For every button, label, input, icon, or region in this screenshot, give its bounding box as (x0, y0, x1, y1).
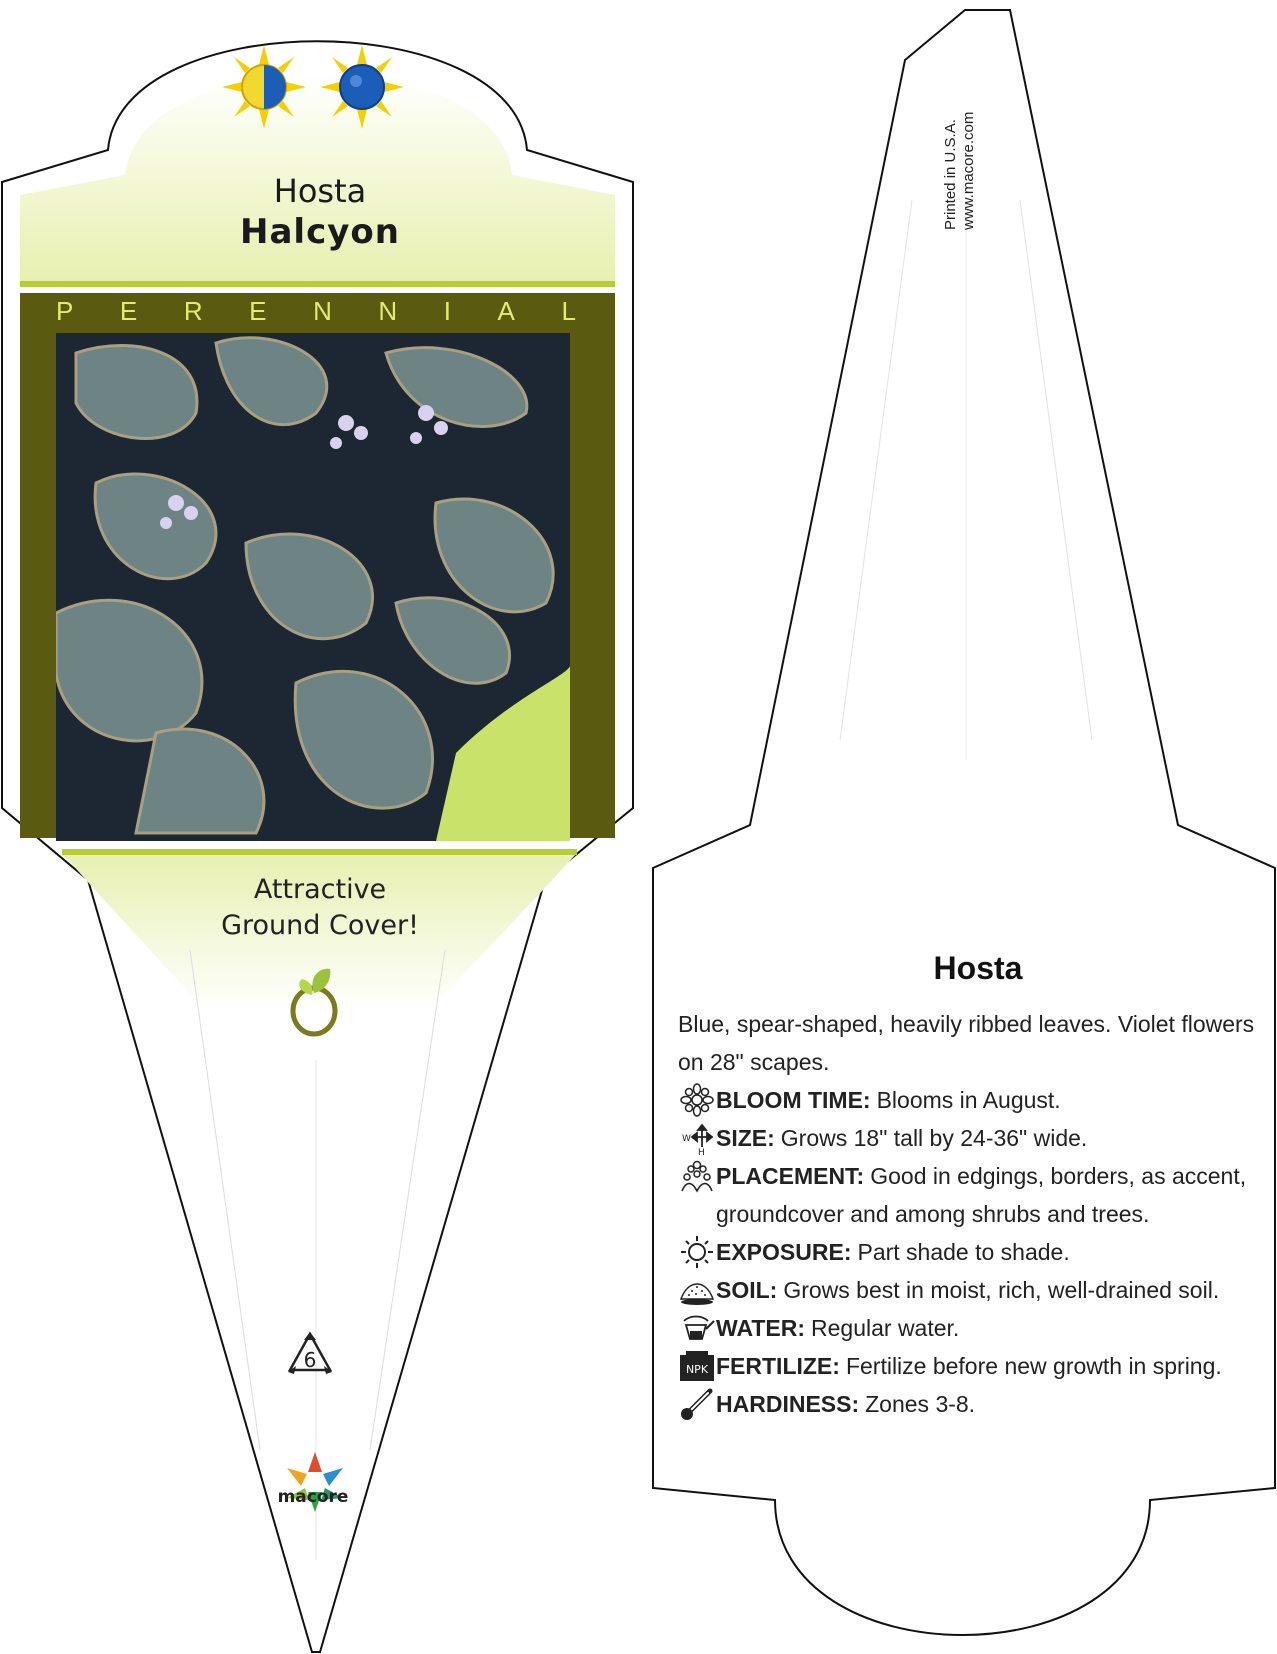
plant-description: Blue, spear-shaped, heavily ribbed leaves. Violet flowers on 28" scapes. (678, 1011, 1255, 1075)
size-arrows-icon (678, 1121, 716, 1155)
hardiness-value: Zones 3-8. (865, 1391, 976, 1417)
tagline-line1: Attractive (253, 874, 387, 905)
category-letter: I (443, 296, 451, 326)
hardiness-label: HARDINESS: (716, 1391, 860, 1417)
exposure-value: Part shade to shade. (857, 1239, 1070, 1265)
tagline-line2: Ground Cover! (221, 910, 419, 941)
water-row (678, 1309, 1258, 1347)
sun-outline-icon (678, 1235, 716, 1269)
plant-info (678, 1005, 1258, 1423)
svg-text:H: H (698, 1148, 705, 1155)
category-letter: P (56, 296, 74, 326)
plant-photo (56, 333, 570, 841)
category-label (56, 296, 576, 327)
thermometer-icon (678, 1387, 716, 1421)
placement-label: PLACEMENT: (716, 1163, 865, 1189)
back-title: Hosta (933, 950, 1023, 986)
bloom-time-row (678, 1081, 1258, 1119)
category-letter: E (249, 296, 267, 326)
placement-value: Good in edgings, borders, as accent, groundcover and among shrubs and trees. (716, 1163, 1247, 1227)
exposure-label: EXPOSURE: (716, 1239, 852, 1265)
fertilize-value: Fertilize before new growth in spring. (845, 1353, 1222, 1379)
category-letter: L (561, 296, 576, 326)
water-value: Regular water. (811, 1315, 960, 1341)
water-label: WATER: (716, 1315, 806, 1341)
fertilize-label: FERTILIZE: (716, 1353, 840, 1379)
bloom-time-value: Blooms in August. (876, 1087, 1061, 1113)
printed-line1: Printed in U.S.A. (942, 119, 959, 230)
printed-line2: www.macore.com (960, 111, 977, 230)
flower-icon (678, 1083, 716, 1117)
tagline (170, 872, 470, 944)
soil-label: SOIL: (716, 1277, 778, 1303)
npk-text: NPK (685, 1363, 709, 1376)
fertilize-row (678, 1347, 1258, 1385)
shade-icon (320, 45, 404, 129)
part-sun-icon (222, 45, 306, 129)
svg-text:W: W (682, 1134, 691, 1144)
leaf-seed-icon (286, 965, 342, 1037)
bloom-time-label: BLOOM TIME: (716, 1087, 871, 1113)
watering-can-icon (678, 1311, 716, 1345)
category-letter: N (378, 296, 398, 326)
plant-cultivar: Halcyon (240, 212, 400, 252)
category-letter: N (313, 296, 332, 326)
plant-genus: Hosta (273, 172, 367, 210)
placement-plants-icon (678, 1159, 716, 1193)
printed-in-usa (942, 50, 977, 230)
category-letter: A (497, 296, 515, 326)
size-value: Grows 18" tall by 24-36" wide. (780, 1125, 1088, 1151)
category-letter: E (119, 296, 138, 326)
macore-brand: macore (277, 1487, 349, 1507)
exposure-row (678, 1233, 1258, 1271)
npk-fertilizer-icon (678, 1349, 716, 1383)
soil-value: Grows best in moist, rich, well-drained soil. (783, 1277, 1220, 1303)
recycle-number: 6 (303, 1348, 317, 1372)
soil-row (678, 1271, 1258, 1309)
category-letter: R (183, 296, 203, 326)
size-row (678, 1119, 1258, 1157)
hardiness-row (678, 1385, 1258, 1423)
size-label: SIZE: (716, 1125, 775, 1151)
placement-row (678, 1157, 1258, 1233)
soil-pile-icon (678, 1273, 716, 1307)
